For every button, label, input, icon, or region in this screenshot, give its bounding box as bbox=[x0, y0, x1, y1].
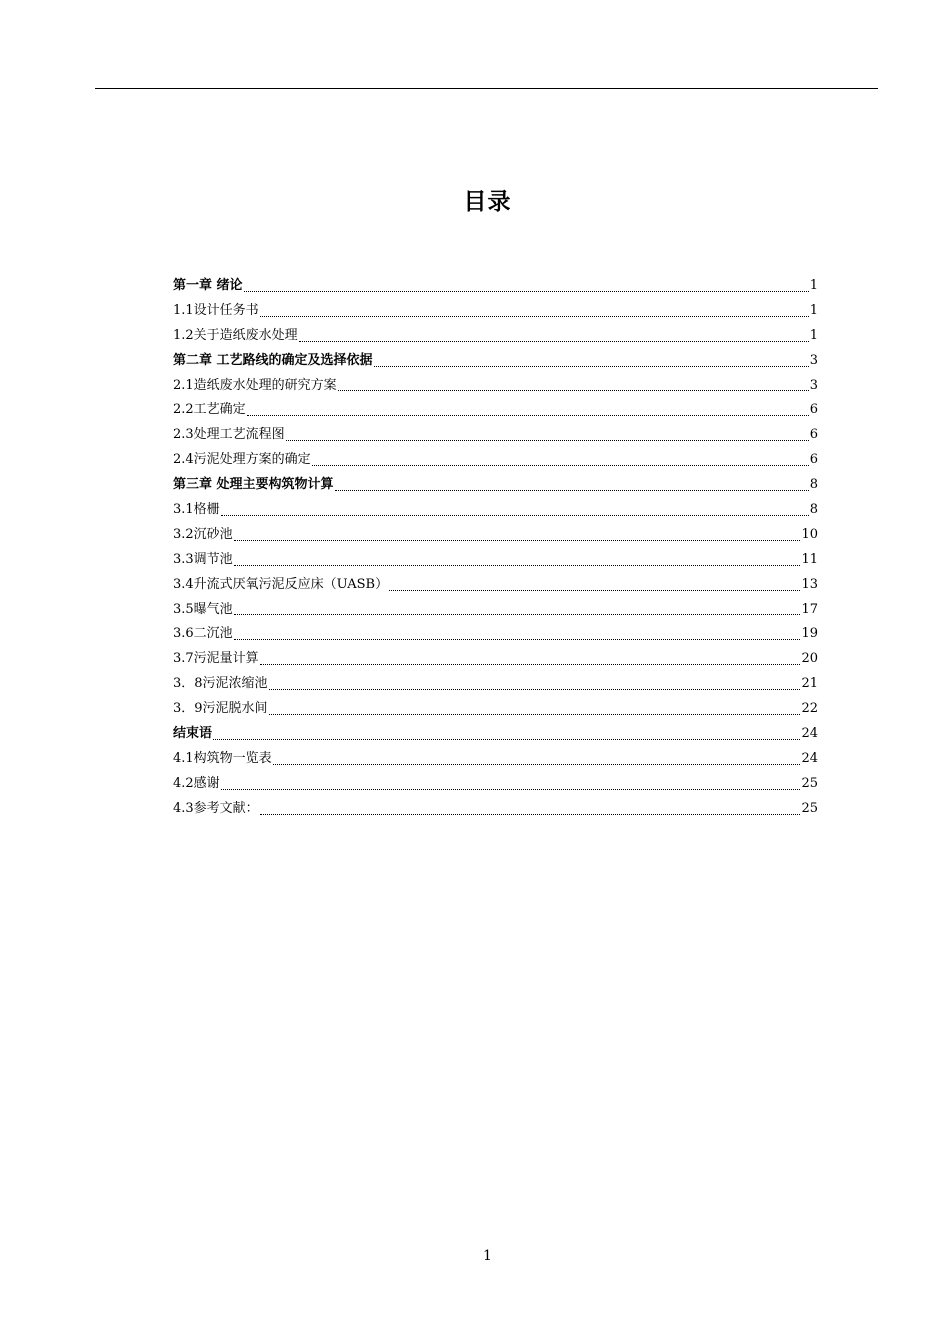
toc-section-entry[interactable] bbox=[173, 797, 818, 822]
toc-entry-label: 3.7污泥量计算 bbox=[173, 651, 259, 667]
toc-section-entry[interactable] bbox=[173, 772, 818, 797]
toc-chapter-entry[interactable] bbox=[173, 274, 818, 299]
toc-dot-leader bbox=[260, 647, 801, 672]
toc-section-entry[interactable] bbox=[173, 548, 818, 573]
toc-section-entry[interactable] bbox=[173, 647, 818, 672]
toc-entry-label: 3．9污泥脱水间 bbox=[173, 701, 268, 717]
toc-section-entry[interactable] bbox=[173, 747, 818, 772]
toc-entry-label: 3.5曝气池 bbox=[173, 601, 233, 617]
toc-entry-label: 2.2工艺确定 bbox=[173, 402, 246, 418]
toc-entry-page: 6 bbox=[809, 402, 818, 418]
toc-dot-leader bbox=[269, 672, 801, 697]
toc-entry-label: 3.1格栅 bbox=[173, 502, 220, 517]
toc-entry-label: 3.3调节池 bbox=[173, 551, 233, 567]
toc-chapter-entry[interactable] bbox=[173, 349, 818, 374]
toc-section-entry[interactable] bbox=[173, 324, 818, 349]
toc-entry-label: 3.6二沉池 bbox=[173, 626, 233, 642]
toc-entry-page: 24 bbox=[801, 726, 818, 742]
toc-chapter-entry[interactable] bbox=[173, 722, 818, 747]
toc-entry-label: 3.4升流式厌氧污泥反应床（UASB） bbox=[173, 576, 389, 592]
toc-section-entry[interactable] bbox=[173, 423, 818, 448]
toc-dot-leader bbox=[389, 573, 800, 598]
toc-section-entry[interactable] bbox=[173, 697, 818, 722]
toc-entry-page: 25 bbox=[801, 800, 818, 816]
header-rule bbox=[95, 88, 878, 89]
toc-dot-leader bbox=[213, 722, 800, 747]
toc-entry-label: 2.3处理工艺流程图 bbox=[173, 427, 285, 443]
toc-entry-page: 13 bbox=[801, 576, 818, 592]
toc-section-entry[interactable] bbox=[173, 598, 818, 623]
toc-entry-page: 1 bbox=[809, 277, 818, 293]
toc-chapter-entry[interactable] bbox=[173, 473, 818, 498]
toc-dot-leader bbox=[234, 523, 801, 548]
toc-entry-label: 4.1构筑物一览表 bbox=[173, 750, 272, 766]
toc-entry-page: 21 bbox=[801, 676, 818, 692]
toc-dot-leader bbox=[247, 398, 809, 423]
toc-dot-leader bbox=[273, 747, 801, 772]
page-number: 1 bbox=[483, 1248, 492, 1264]
toc-dot-leader bbox=[260, 299, 809, 324]
toc-entry-page: 3 bbox=[809, 352, 818, 368]
toc-entry-label: 3．8污泥浓缩池 bbox=[173, 676, 268, 692]
table-of-contents bbox=[173, 274, 818, 822]
toc-dot-leader bbox=[286, 423, 809, 448]
toc-entry-label: 2.4污泥处理方案的确定 bbox=[173, 452, 311, 468]
toc-entry-page: 1 bbox=[809, 302, 818, 318]
toc-entry-page: 10 bbox=[801, 526, 818, 542]
toc-section-entry[interactable] bbox=[173, 299, 818, 324]
toc-entry-page: 1 bbox=[809, 327, 818, 343]
toc-section-entry[interactable] bbox=[173, 374, 818, 399]
toc-entry-label: 2.1造纸废水处理的研究方案 bbox=[173, 377, 337, 393]
toc-entry-page: 17 bbox=[801, 601, 818, 617]
toc-entry-page: 22 bbox=[801, 701, 818, 717]
toc-entry-label: 第一章 绪论 bbox=[173, 277, 243, 293]
toc-section-entry[interactable] bbox=[173, 622, 818, 647]
toc-entry-page: 6 bbox=[809, 427, 818, 443]
toc-dot-leader bbox=[221, 498, 809, 523]
toc-entry-label: 1.1设计任务书 bbox=[173, 302, 259, 318]
toc-section-entry[interactable] bbox=[173, 573, 818, 598]
toc-section-entry[interactable] bbox=[173, 498, 818, 523]
toc-dot-leader bbox=[221, 772, 801, 797]
toc-dot-leader bbox=[234, 598, 801, 623]
toc-dot-leader bbox=[338, 374, 809, 399]
toc-entry-page: 8 bbox=[809, 477, 818, 493]
toc-section-entry[interactable] bbox=[173, 448, 818, 473]
toc-dot-leader bbox=[234, 548, 801, 573]
toc-entry-page: 6 bbox=[809, 452, 818, 468]
toc-dot-leader bbox=[299, 324, 809, 349]
toc-entry-page: 24 bbox=[801, 750, 818, 766]
toc-entry-page: 19 bbox=[801, 626, 818, 642]
toc-entry-label: 结束语 bbox=[173, 726, 213, 742]
toc-entry-label: 第二章 工艺路线的确定及选择依据 bbox=[173, 352, 373, 368]
toc-title: 目录 bbox=[463, 189, 512, 215]
toc-entry-label: 3.2沉砂池 bbox=[173, 526, 233, 542]
toc-section-entry[interactable] bbox=[173, 523, 818, 548]
toc-dot-leader bbox=[335, 473, 809, 498]
toc-dot-leader bbox=[312, 448, 809, 473]
toc-dot-leader bbox=[234, 622, 801, 647]
toc-dot-leader bbox=[244, 274, 809, 299]
toc-entry-label: 1.2关于造纸废水处理 bbox=[173, 327, 298, 343]
toc-entry-label: 4.3参考文献： bbox=[173, 800, 259, 816]
toc-dot-leader bbox=[374, 349, 809, 374]
toc-entry-page: 3 bbox=[809, 377, 818, 393]
toc-dot-leader bbox=[269, 697, 801, 722]
toc-entry-label: 第三章 处理主要构筑物计算 bbox=[173, 477, 334, 493]
toc-section-entry[interactable] bbox=[173, 672, 818, 697]
toc-entry-page: 20 bbox=[801, 651, 818, 667]
toc-entry-page: 11 bbox=[801, 551, 818, 567]
toc-dot-leader bbox=[260, 797, 801, 822]
toc-entry-page: 8 bbox=[809, 502, 818, 517]
toc-entry-page: 25 bbox=[801, 775, 818, 791]
toc-entry-label: 4.2感谢 bbox=[173, 775, 220, 791]
toc-section-entry[interactable] bbox=[173, 398, 818, 423]
